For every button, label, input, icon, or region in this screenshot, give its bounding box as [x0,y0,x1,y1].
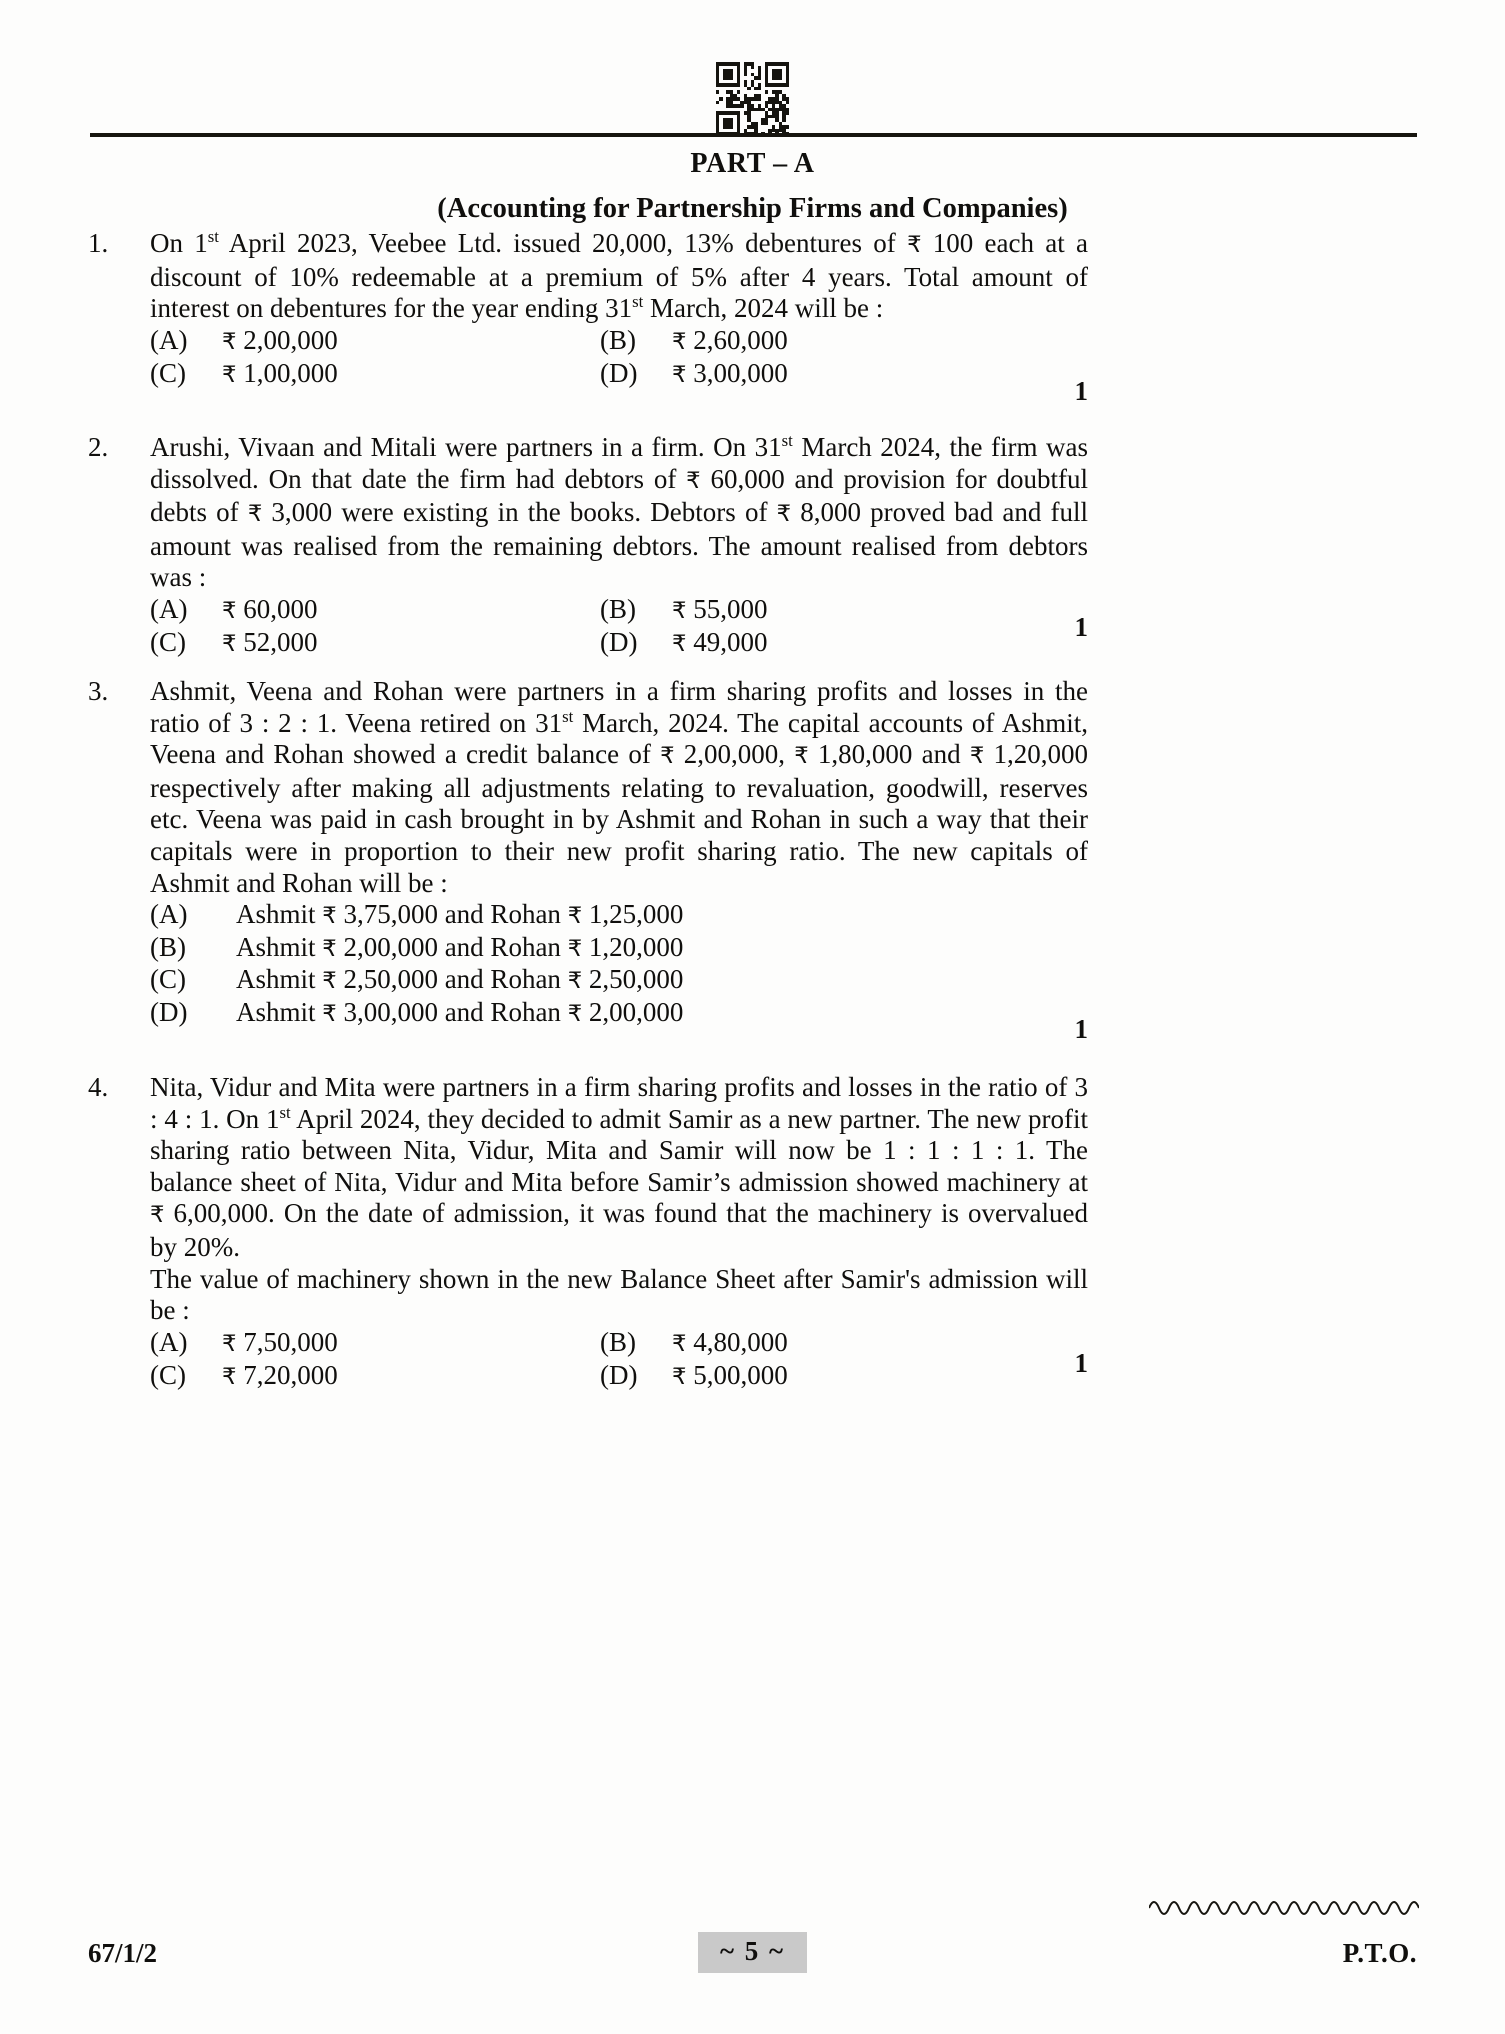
option-a[interactable] [150,1327,600,1360]
option-tag: (B) [600,324,636,355]
option-tag: (C) [150,1359,186,1390]
option-b[interactable] [600,325,1088,358]
option-value: ₹ 1,00,000 [222,357,338,388]
option-tag: (A) [150,1326,188,1357]
section-subtitle: (Accounting for Partnership Firms and Companies) [437,193,1068,224]
option-tag: (D) [600,626,638,657]
option-value: ₹ 4,80,000 [672,1326,788,1357]
page-number: ~ 5 ~ [698,1932,807,1973]
option-tag: (A) [150,899,188,930]
option-tag: (A) [150,324,188,355]
question-number: 2. [88,432,109,462]
option-value: ₹ 60,000 [222,593,318,624]
page-footer [88,1926,1417,1982]
question-text: Ashmit, Veena and Rohan were partners in a firm sharing profits and losses in the ratio of 3 : 2 : 1. Veena retired on 31st March, 2024. The capital accounts of Ashmit, Veena and Rohan showed a credit balance of ₹ 2,00,000, ₹ 1,80,000 and ₹ 1,20,000 respectively after making all adjustments relating to revaluation, goodwill, reserves etc. Veena was paid in cash brought in by Ashmit and Rohan in such a way that their capitals were in proportion to their new profit sharing ratio. The new capitals of Ashmit and Rohan will be : [150,676,1089,898]
option-b[interactable] [600,1327,1088,1360]
header-divider [90,133,1417,137]
option-value: ₹ 2,60,000 [672,324,788,355]
option-d[interactable] [150,997,1088,1030]
option-a[interactable] [150,899,1088,932]
option-value: ₹ 52,000 [222,626,318,657]
question-text: Nita, Vidur and Mita were partners in a firm sharing profits and losses in the ratio of 3 : 4 : 1. On 1st April 2024, they decided to admit Samir as a new partner. The new profit sharing ratio between Nita, Vidur, Mita and Samir will now be 1 : 1 : 1 : 1. The balance sheet of Nita, Vidur and Mita before Samir’s admission showed machinery at ₹ 6,00,000. On the date of admission, it was found that the machinery is overvalued by 20%. The value of machinery shown in the new Balance Sheet after Samir's admission will be : [150,1072,1088,1326]
option-d[interactable] [600,358,1088,391]
question-number: 1. [88,228,109,258]
option-value: ₹ 49,000 [672,626,768,657]
question-block [88,227,1089,406]
option-c[interactable] [150,1360,600,1393]
option-tag: (D) [600,1359,638,1390]
option-d[interactable] [600,1360,1088,1393]
option-tag: (C) [150,964,186,995]
question-number: 4. [88,1072,109,1102]
option-value: ₹ 2,00,000 [222,324,338,355]
option-a[interactable] [150,325,600,358]
question-number: 3. [88,676,109,706]
option-tag: (B) [150,931,186,962]
option-value: ₹ 7,50,000 [222,1326,338,1357]
qr-code-container [0,62,1505,136]
question-marks: 1 [1074,376,1088,406]
option-value: Ashmit ₹ 3,00,000 and Rohan ₹ 2,00,000 [236,996,684,1027]
option-tag: (B) [600,1326,636,1357]
option-value: Ashmit ₹ 2,00,000 and Rohan ₹ 1,20,000 [236,931,684,962]
option-c[interactable] [150,964,1088,997]
question-marks: 1 [1074,612,1088,642]
option-a[interactable] [150,594,600,627]
option-tag: (B) [600,593,636,624]
option-value: ₹ 55,000 [672,593,768,624]
option-d[interactable] [600,627,1088,660]
pto-label: P.T.O. [1342,1938,1417,1968]
options-list [150,899,1088,1029]
question-block [88,1072,1088,1393]
option-tag: (A) [150,593,188,624]
option-b[interactable] [150,932,1088,965]
option-c[interactable] [150,627,600,660]
question-marks: 1 [1074,1014,1088,1044]
option-tag: (C) [150,357,186,388]
options-list [150,325,1088,391]
option-value: ₹ 5,00,000 [672,1359,788,1390]
option-value: Ashmit ₹ 2,50,000 and Rohan ₹ 2,50,000 [236,964,684,995]
option-tag: (C) [150,626,186,657]
question-block [88,676,1089,1044]
question-text: On 1st April 2023, Veebee Ltd. issued 20,000, 13% debentures of ₹ 100 each at a discount of 10% redeemable at a premium of 5% after 4 years. Total amount of interest on debentures for the year ending 31st March, 2024 will be : [150,227,1089,324]
options-list [150,1327,1088,1393]
question-marks: 1 [1074,1348,1088,1378]
option-tag: (D) [150,996,188,1027]
part-title: PART – A [690,148,815,179]
wavy-line-icon [1149,1894,1419,1916]
qr-code-icon [716,62,790,136]
options-list [150,594,1088,660]
page-number-container [88,1932,1417,1973]
option-value: ₹ 3,00,000 [672,357,788,388]
question-block [88,432,1088,660]
option-tag: (D) [600,357,638,388]
option-c[interactable] [150,358,600,391]
question-text: Arushi, Vivaan and Mitali were partners in a firm. On 31st March 2024, the firm was dissolved. On that date the firm had debtors of ₹ 60,000 and provision for doubtful debts of ₹ 3,000 were existing in the books. Debtors of ₹ 8,000 proved bad and full amount was realised from the remaining debtors. The amount realised from debtors was : [150,431,1089,593]
option-value: Ashmit ₹ 3,75,000 and Rohan ₹ 1,25,000 [236,899,684,930]
option-b[interactable] [600,594,1088,627]
paper-code: 67/1/2 [88,1938,158,1968]
option-value: ₹ 7,20,000 [222,1359,338,1390]
